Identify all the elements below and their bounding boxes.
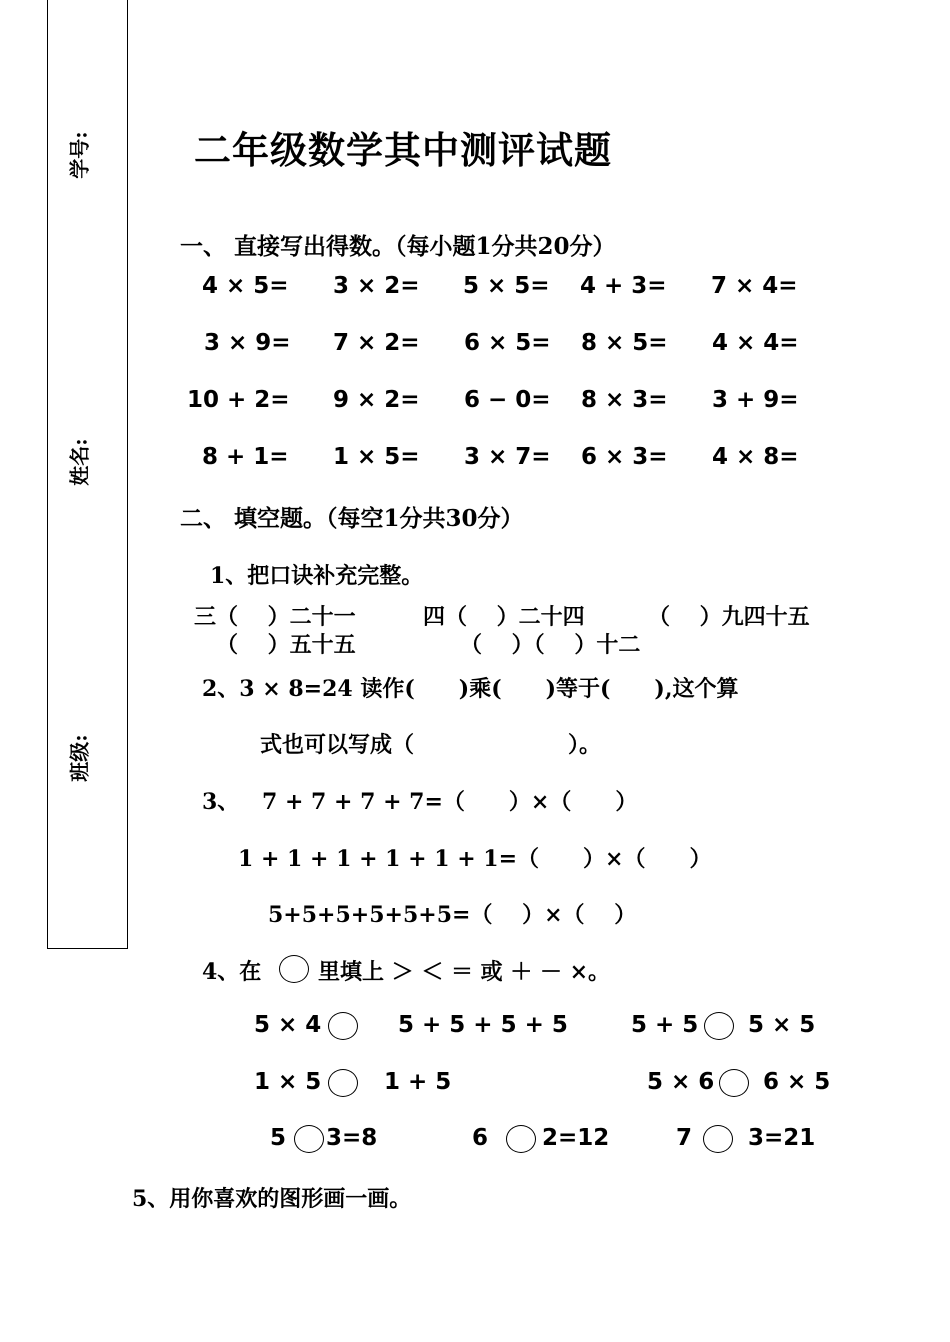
problem: 4 + 3= <box>580 273 667 299</box>
q3-line3: 5+5+5+5+5+5=（ ）×（ ） <box>268 902 637 928</box>
q4-left: 7 <box>676 1125 693 1151</box>
q4-prompt-end: 里填上 ＞ ＜ ＝ 或 ＋ － ×。 <box>318 959 611 985</box>
problem: 8 + 1= <box>202 444 289 470</box>
problem: 3 + 9= <box>712 387 799 413</box>
q4-right: 5 × 5 <box>748 1012 816 1038</box>
page-title: 二年级数学其中测评试题 <box>194 128 612 172</box>
q1-item: 四（ ）二十四 <box>423 604 585 630</box>
q4-left: 5 + 5 <box>631 1012 699 1038</box>
student-id-label: 学号: <box>67 131 92 179</box>
q1-item: （ ）九四十五 <box>648 604 810 630</box>
q4-right: 2=12 <box>542 1125 610 1151</box>
q4-right: 3=21 <box>748 1125 816 1151</box>
compare-circle[interactable] <box>704 1012 734 1040</box>
problem: 3 × 2= <box>333 273 420 299</box>
problem: 8 × 3= <box>581 387 668 413</box>
compare-circle[interactable] <box>294 1125 324 1153</box>
q4-prompt-start: 4、在 <box>202 959 262 985</box>
compare-circle[interactable] <box>506 1125 536 1153</box>
q4-left: 1 × 5 <box>254 1069 322 1095</box>
class-label: 班级: <box>67 734 92 782</box>
problem: 10 + 2= <box>187 387 290 413</box>
q4-left: 5 <box>270 1125 287 1151</box>
q3-line1: 7 + 7 + 7 + 7=（ ）×（ ） <box>262 789 638 815</box>
problem: 1 × 5= <box>333 444 420 470</box>
q4-right: 6 × 5 <box>763 1069 831 1095</box>
q5-prompt: 5、用你喜欢的图形画一画。 <box>132 1186 412 1212</box>
q4-left: 5 × 6 <box>647 1069 715 1095</box>
q3-line2: 1 + 1 + 1 + 1 + 1 + 1=（ ）×（ ） <box>238 846 712 872</box>
section2-heading: 二、 填空题。（每空1分共30分） <box>180 505 524 532</box>
q4-right: 3=8 <box>326 1125 378 1151</box>
circle-blank-icon <box>279 955 309 983</box>
q4-right: 1 + 5 <box>384 1069 452 1095</box>
problem: 9 × 2= <box>333 387 420 413</box>
q1-prompt: 1、把口诀补充完整。 <box>210 563 424 589</box>
q4-left: 5 × 4 <box>254 1012 322 1038</box>
q3-label: 3、 <box>202 789 240 815</box>
compare-circle[interactable] <box>703 1125 733 1153</box>
q2-line2: 式也可以写成（ ）。 <box>260 732 602 758</box>
compare-circle[interactable] <box>719 1069 749 1097</box>
problem: 3 × 7= <box>464 444 551 470</box>
name-label: 姓名: <box>67 438 92 486</box>
problem: 3 × 9= <box>204 330 291 356</box>
problem: 6 × 5= <box>464 330 551 356</box>
q1-item: （ ）（ ）十二 <box>460 632 641 658</box>
compare-circle[interactable] <box>328 1069 358 1097</box>
section1-heading: 一、 直接写出得数。（每小题1分共20分） <box>180 233 616 260</box>
problem: 7 × 2= <box>333 330 420 356</box>
q4-left: 6 <box>472 1125 489 1151</box>
q1-item: 三（ ）二十一 <box>194 604 356 630</box>
problem: 5 × 5= <box>463 273 550 299</box>
problem: 4 × 5= <box>202 273 289 299</box>
problem: 8 × 5= <box>581 330 668 356</box>
compare-circle[interactable] <box>328 1012 358 1040</box>
problem: 7 × 4= <box>711 273 798 299</box>
q1-item: （ ）五十五 <box>216 632 356 658</box>
problem: 4 × 4= <box>712 330 799 356</box>
q4-right: 5 + 5 + 5 + 5 <box>398 1012 568 1038</box>
problem: 6 − 0= <box>464 387 551 413</box>
problem: 6 × 3= <box>581 444 668 470</box>
problem: 4 × 8= <box>712 444 799 470</box>
q2-line1: 2、3 × 8=24 读作( )乘( )等于( ),这个算 <box>202 676 739 702</box>
